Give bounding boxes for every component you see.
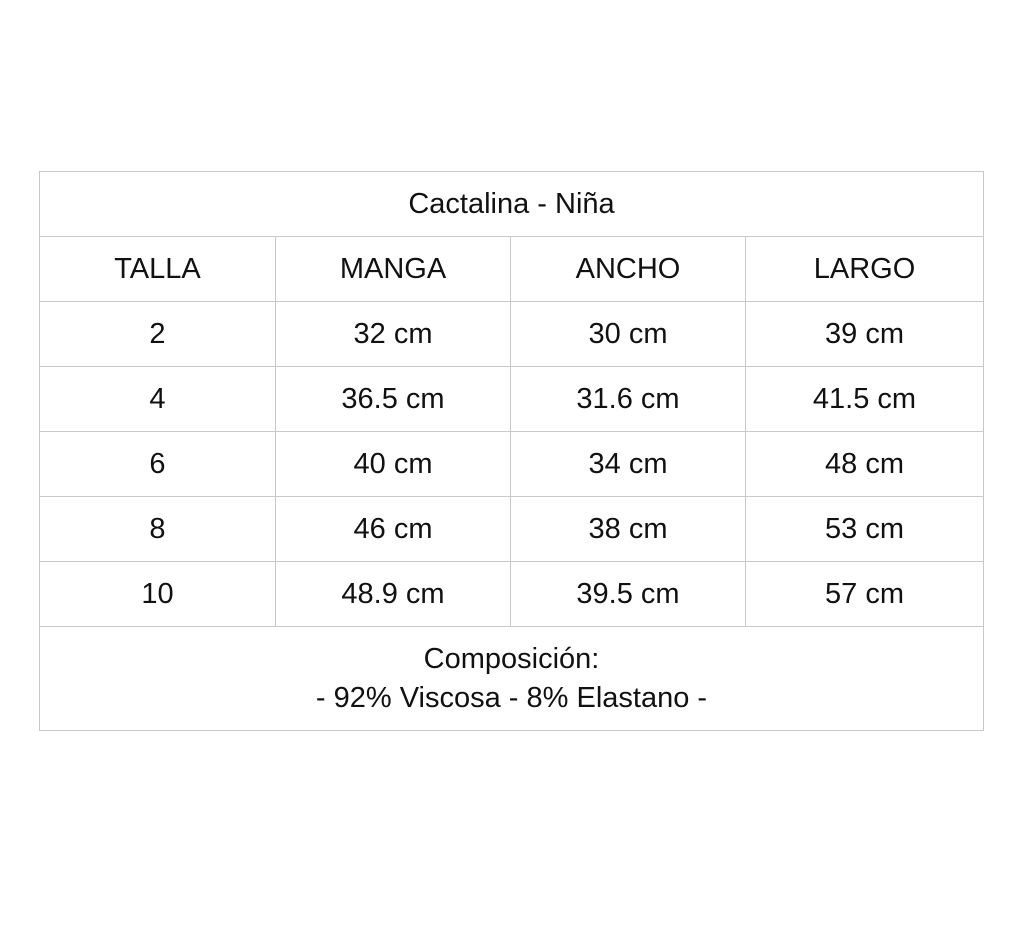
cell-largo: 57 cm bbox=[746, 562, 984, 627]
cell-ancho: 31.6 cm bbox=[511, 367, 746, 432]
header-ancho: ANCHO bbox=[511, 237, 746, 302]
table-row bbox=[40, 302, 984, 367]
composition-cell bbox=[40, 627, 984, 731]
cell-talla: 6 bbox=[40, 432, 276, 497]
cell-manga: 36.5 cm bbox=[276, 367, 511, 432]
cell-manga: 40 cm bbox=[276, 432, 511, 497]
table-header-row bbox=[40, 237, 984, 302]
cell-manga: 32 cm bbox=[276, 302, 511, 367]
cell-largo: 48 cm bbox=[746, 432, 984, 497]
cell-largo: 53 cm bbox=[746, 497, 984, 562]
header-talla: TALLA bbox=[40, 237, 276, 302]
cell-talla: 10 bbox=[40, 562, 276, 627]
composition-row bbox=[40, 627, 984, 731]
size-chart-table bbox=[39, 171, 984, 731]
header-largo: LARGO bbox=[746, 237, 984, 302]
cell-ancho: 38 cm bbox=[511, 497, 746, 562]
cell-talla: 4 bbox=[40, 367, 276, 432]
cell-talla: 2 bbox=[40, 302, 276, 367]
cell-talla: 8 bbox=[40, 497, 276, 562]
table-row bbox=[40, 562, 984, 627]
composition-value: - 92% Viscosa - 8% Elastano - bbox=[315, 681, 708, 714]
cell-largo: 39 cm bbox=[746, 302, 984, 367]
header-manga: MANGA bbox=[276, 237, 511, 302]
cell-ancho: 30 cm bbox=[511, 302, 746, 367]
cell-manga: 48.9 cm bbox=[276, 562, 511, 627]
cell-ancho: 39.5 cm bbox=[511, 562, 746, 627]
table-title-row bbox=[40, 172, 984, 237]
table-title: Cactalina - Niña bbox=[40, 172, 984, 237]
cell-largo: 41.5 cm bbox=[746, 367, 984, 432]
table-row bbox=[40, 367, 984, 432]
table-row bbox=[40, 497, 984, 562]
table-row bbox=[40, 432, 984, 497]
cell-ancho: 34 cm bbox=[511, 432, 746, 497]
composition-label: Composición: bbox=[423, 642, 600, 675]
cell-manga: 46 cm bbox=[276, 497, 511, 562]
